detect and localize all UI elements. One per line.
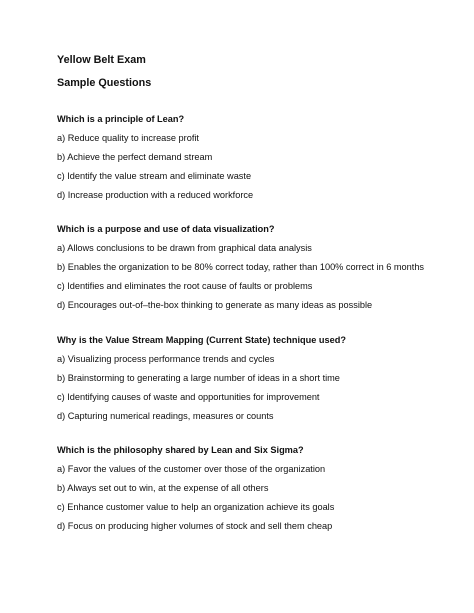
question-block-3 [57,333,457,428]
answer-option-a: a) Reduce quality to increase profit [57,133,199,143]
answer-option-b: b) Always set out to win, at the expense of all others [57,483,269,493]
question-text: Which is the philosophy shared by Lean and Six Sigma? [57,445,304,455]
answer-option-c: c) Identifying causes of waste and opportunities for improvement [57,392,320,402]
answer-option-d: d) Focus on producing higher volumes of stock and sell them cheap [57,521,333,531]
answer-option-b: b) Brainstorming to generating a large number of ideas in a short time [57,373,340,383]
document-subtitle: Sample Questions [57,77,152,89]
question-block-4 [57,443,457,538]
answer-option-d: d) Capturing numerical readings, measures or counts [57,411,274,421]
answer-option-d: d) Encourages out-of–the-box thinking to generate as many ideas as possible [57,300,373,310]
question-text: Which is a principle of Lean? [57,114,185,124]
document-title: Yellow Belt Exam [57,54,146,66]
answer-option-c: c) Identifies and eliminates the root cause of faults or problems [57,281,313,291]
answer-option-d: d) Increase production with a reduced workforce [57,190,254,200]
question-text: Why is the Value Stream Mapping (Current State) technique used? [57,335,346,345]
question-block-2 [57,222,457,317]
answer-option-b: b) Achieve the perfect demand stream [57,152,213,162]
answer-option-a: a) Favor the values of the customer over those of the organization [57,464,326,474]
question-text: Which is a purpose and use of data visualization? [57,224,275,234]
answer-option-a: a) Allows conclusions to be drawn from graphical data analysis [57,243,312,253]
answer-option-a: a) Visualizing process performance trends and cycles [57,354,275,364]
answer-option-b: b) Enables the organization to be 80% correct today, rather than 100% correct in 6 months [57,262,425,272]
answer-option-c: c) Enhance customer value to help an organization achieve its goals [57,502,335,512]
answer-option-c: c) Identify the value stream and eliminate waste [57,171,252,181]
question-block-1 [57,112,457,207]
